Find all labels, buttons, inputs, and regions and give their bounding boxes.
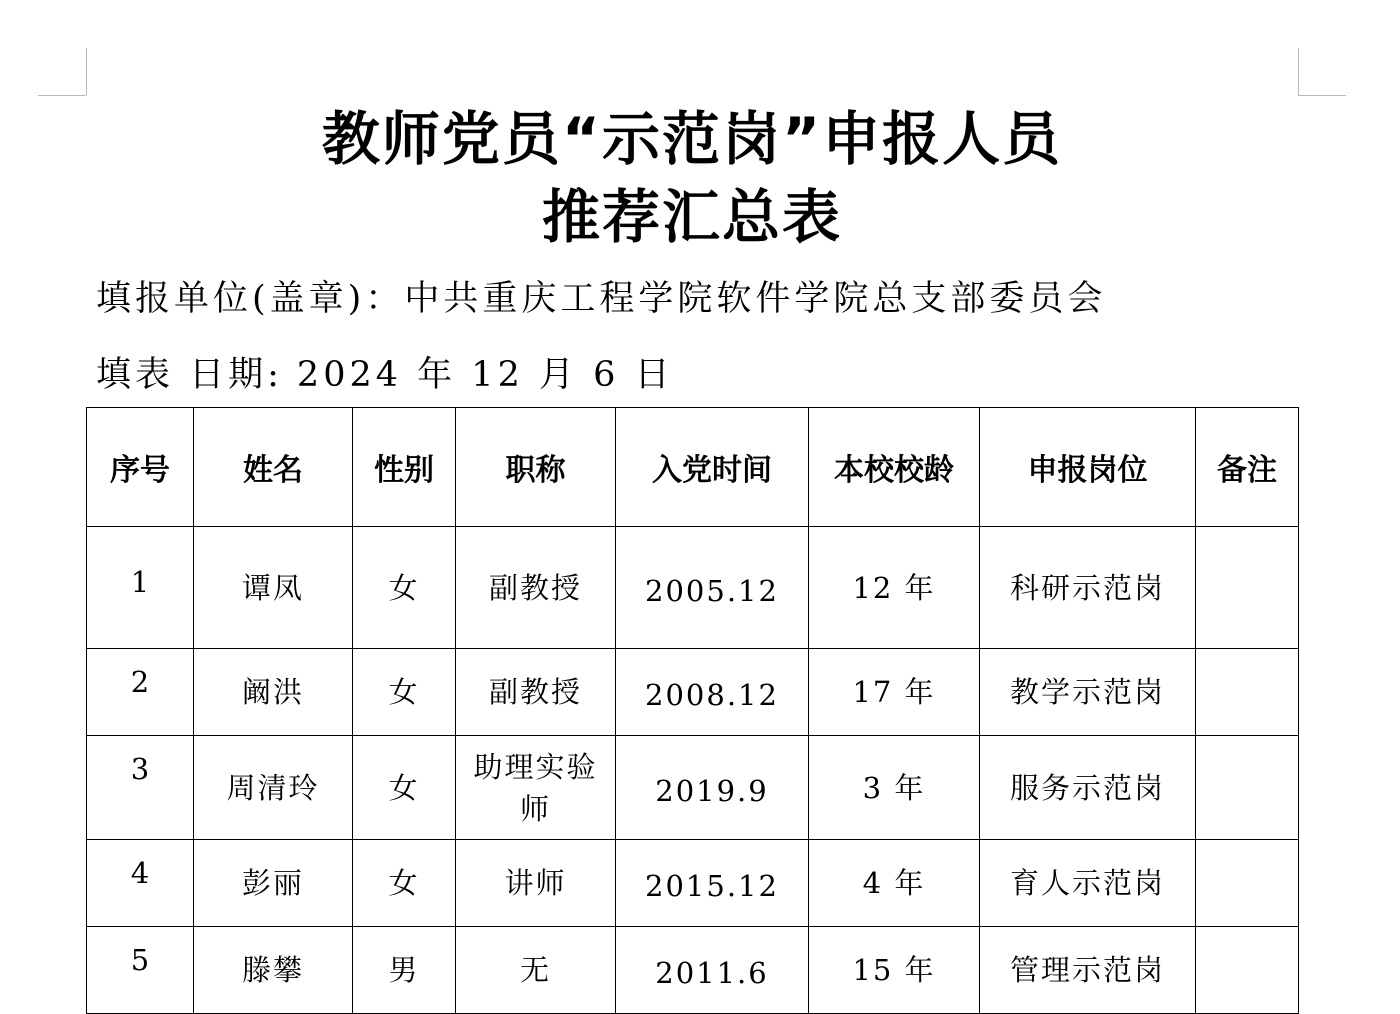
cell-serial-no: 2	[87, 649, 194, 736]
cell-join-date: 2008.12	[616, 649, 809, 736]
crop-mark-top-left	[86, 48, 87, 95]
cell-title: 助理实验师	[456, 736, 616, 840]
fill-date	[96, 355, 674, 395]
cell-note	[1196, 840, 1299, 927]
cell-tenure: 4 年	[809, 840, 980, 927]
document-title: 教师党员“示范岗”申报人员	[321, 105, 1063, 173]
cell-name: 滕攀	[194, 927, 353, 1014]
cell-name: 彭丽	[194, 840, 353, 927]
fill-date-year-unit: 年	[417, 355, 457, 395]
fill-date-day: 6	[593, 355, 620, 395]
fill-date-month-unit: 月	[538, 355, 578, 395]
cell-gender: 男	[353, 927, 456, 1014]
crop-mark-top-left	[38, 95, 86, 96]
cell-gender: 女	[353, 527, 456, 649]
cell-title: 副教授	[456, 649, 616, 736]
table-row	[87, 736, 1299, 840]
document-subtitle: 推荐汇总表	[541, 183, 842, 251]
cell-name: 阚洪	[194, 649, 353, 736]
cell-title: 讲师	[456, 840, 616, 927]
table-row	[87, 527, 1299, 649]
header-tenure: 本校校龄	[809, 408, 980, 527]
cell-post: 科研示范岗	[980, 527, 1196, 649]
cell-post: 教学示范岗	[980, 649, 1196, 736]
crop-mark-top-right	[1298, 48, 1299, 95]
cell-gender: 女	[353, 736, 456, 840]
header-note: 备注	[1196, 408, 1299, 527]
table-header-row	[87, 408, 1299, 527]
summary-table	[86, 407, 1299, 1014]
cell-note	[1196, 927, 1299, 1014]
cell-name: 谭凤	[194, 527, 353, 649]
cell-join-date: 2011.6	[616, 927, 809, 1014]
header-post: 申报岗位	[980, 408, 1196, 527]
cell-note	[1196, 649, 1299, 736]
cell-post: 管理示范岗	[980, 927, 1196, 1014]
table-row	[87, 840, 1299, 927]
fill-date-label: 填表 日期:	[96, 355, 283, 395]
cell-serial-no: 5	[87, 927, 194, 1014]
cell-gender: 女	[353, 840, 456, 927]
cell-tenure: 15 年	[809, 927, 980, 1014]
reporting-unit-label: 填报单位(盖章)：	[96, 279, 405, 319]
cell-tenure: 17 年	[809, 649, 980, 736]
fill-date-day-unit: 日	[634, 355, 674, 395]
cell-join-date: 2015.12	[616, 840, 809, 927]
cell-serial-no: 4	[87, 840, 194, 927]
header-gender: 性别	[353, 408, 456, 527]
cell-post: 育人示范岗	[980, 840, 1196, 927]
cell-tenure: 3 年	[809, 736, 980, 840]
cell-join-date: 2005.12	[616, 527, 809, 649]
fill-date-year: 2024	[296, 355, 402, 395]
fill-date-month: 12	[471, 355, 524, 395]
cell-note	[1196, 527, 1299, 649]
header-title: 职称	[456, 408, 616, 527]
cell-title: 副教授	[456, 527, 616, 649]
reporting-unit-value: 中共重庆工程学院软件学院总支部委员会	[404, 279, 1107, 319]
table-row	[87, 649, 1299, 736]
table-row	[87, 927, 1299, 1014]
cell-title: 无	[456, 927, 616, 1014]
header-join-date: 入党时间	[616, 408, 809, 527]
cell-serial-no: 3	[87, 736, 194, 840]
cell-join-date: 2019.9	[616, 736, 809, 840]
header-name: 姓名	[194, 408, 353, 527]
cell-note	[1196, 736, 1299, 840]
cell-tenure: 12 年	[809, 527, 980, 649]
crop-mark-top-right	[1298, 95, 1346, 96]
cell-post: 服务示范岗	[980, 736, 1196, 840]
reporting-unit	[96, 279, 1107, 319]
cell-gender: 女	[353, 649, 456, 736]
cell-name: 周清玲	[194, 736, 353, 840]
header-serial-no: 序号	[87, 408, 194, 527]
cell-serial-no: 1	[87, 527, 194, 649]
